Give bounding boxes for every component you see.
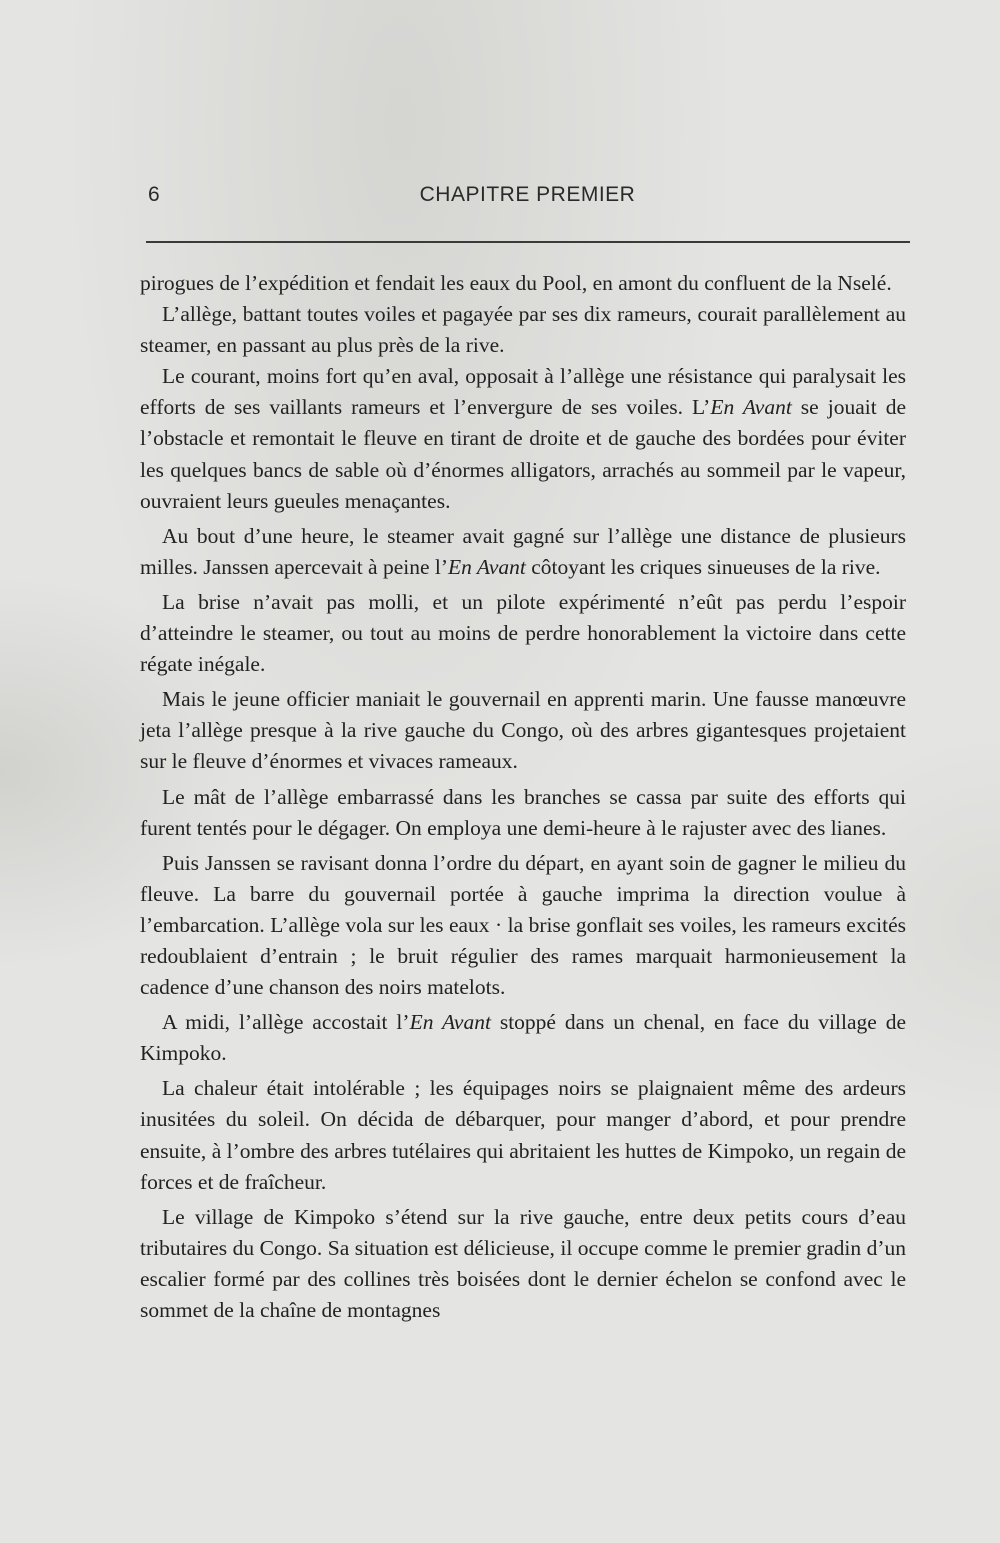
paragraph [140, 361, 906, 516]
text-run: La chaleur était intolérable ; les équipages noirs se plaignaient même des ardeurs inusitées du soleil. On décida de débarquer, pour manger d’abord, et pour prendre ensuite, à l’ombre des arbres tutélaires qui abritaient les huttes de Kimpoko, un regain de forces et de fraîcheur. [140, 1076, 906, 1194]
text-run: Le mât de l’allège embarrassé dans les branches se cassa par suite des efforts qui furent tentés pour le dégager. On employa une demi-heure à le rajuster avec des lianes. [140, 784, 906, 840]
text-run: Mais le jeune officier maniait le gouvernail en apprenti marin. Une fausse manœuvre jeta l’allège presque à la rive gauche du Congo, où des arbres gigantesques projetaient sur le fleuve d’énormes et vivaces rameaux. [140, 687, 906, 774]
paragraph [140, 1202, 906, 1326]
body-text [140, 268, 906, 1326]
text-run: se jouait de l’obstacle et remontait le fleuve en tirant de droite et de gauche des bordées pour éviter les quelques bancs de sable où d’énormes alligators, arrachés au sommeil par le vapeur, ouvraient leurs gueules menaçantes. [140, 395, 906, 513]
ship-name: En Avant [448, 554, 526, 579]
text-run: La brise n’avait pas molli, et un pilote expérimenté n’eût pas perdu l’espoir d’atteindre le steamer, ou tout au moins de perdre honorablement la victoire dans cette régate inégale. [140, 589, 906, 677]
paragraph [140, 299, 906, 361]
text-run: stoppé dans un chenal, en face du village de Kimpoko. [140, 1010, 906, 1066]
paragraph [140, 521, 906, 583]
text-run: Le courant, moins fort qu’en aval, opposait à l’allège une résistance qui paralysait les efforts de ses vaillants rameurs et l’envergure de ses voiles. L’ [140, 364, 906, 420]
paragraph [140, 848, 906, 1003]
text-run: côtoyant les criques sinueuses de la rive. [525, 554, 881, 579]
paragraph [140, 268, 906, 299]
text-run: pirogues de l’expédition et fendait les eaux du Pool, en amont du confluent de la Nselé. [140, 271, 892, 295]
paragraph [140, 782, 906, 844]
text-run: Puis Janssen se ravisant donna l’ordre du départ, en ayant soin de gagner le milieu du fleuve. La barre du gouvernail portée à gauche imprima la direction voulue à l’embarcation. L’allège vola sur les eaux · la brise gonflait ses voiles, les rameurs excités redoublaient d’entrain ; le bruit régulier des rames marquait harmonieusement la cadence d’une chanson des noirs matelots. [140, 850, 906, 1000]
ship-name: En Avant [409, 1010, 491, 1035]
header-rule [146, 241, 910, 243]
text-run: Au bout d’une heure, le steamer avait gagné sur l’allège une distance de plusieurs milles. Janssen apercevait à peine l’ [140, 523, 906, 579]
ship-name: En Avant [710, 395, 792, 420]
text-run: A midi, l’allège accostait l’ [162, 1010, 410, 1035]
paragraph [140, 1007, 906, 1069]
page-header [145, 183, 910, 215]
text-run: Le village de Kimpoko s’étend sur la rive gauche, entre deux petits cours d’eau tributaires du Congo. Sa situation est délicieuse, il occupe comme le premier gradin d’un escalier formé par des collines très boisées dont le dernier échelon se confond avec le sommet de la chaîne de montagnes [140, 1204, 906, 1322]
running-title: CHAPITRE PREMIER [419, 183, 636, 206]
paragraph [140, 1073, 906, 1197]
paragraph [140, 684, 906, 777]
paragraph [140, 587, 906, 680]
page-number: 6 [148, 183, 160, 206]
text-run: L’allège, battant toutes voiles et pagayée par ses dix rameurs, courait parallèlement au steamer, en passant au plus près de la rive. [140, 302, 906, 358]
